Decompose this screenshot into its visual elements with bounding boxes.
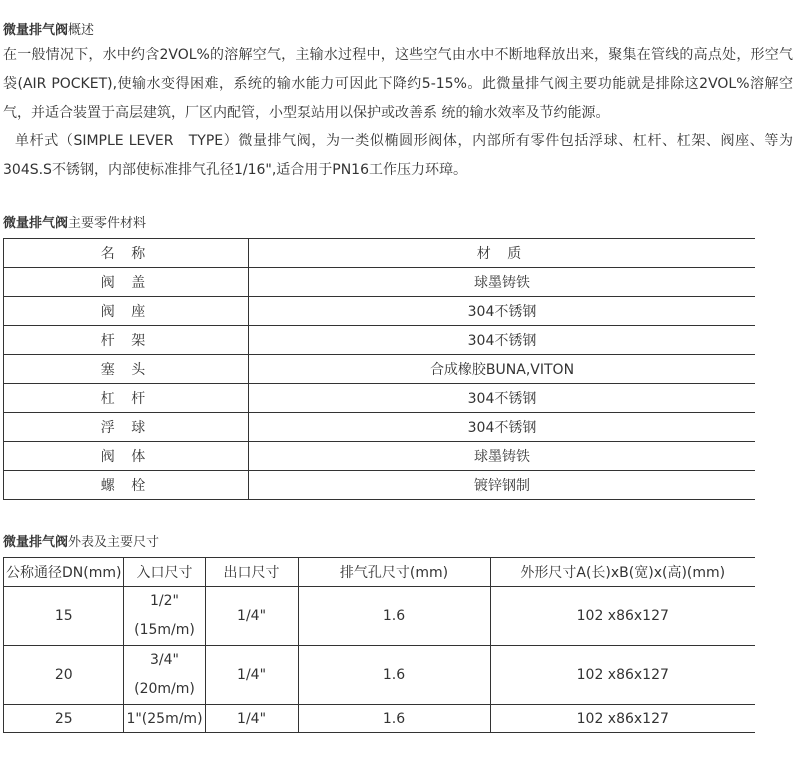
dims-cell: 102 x86x127 bbox=[490, 646, 755, 705]
table-row bbox=[4, 646, 756, 705]
inlet-cell bbox=[124, 587, 205, 646]
dimensions-table bbox=[3, 557, 755, 733]
dn-cell: 25 bbox=[4, 705, 124, 733]
dn-cell: 15 bbox=[4, 587, 124, 646]
column-header-inlet: 入口尺寸 bbox=[124, 558, 205, 587]
part-material: 304不锈钢 bbox=[249, 297, 756, 326]
dn-cell: 20 bbox=[4, 646, 124, 705]
column-header-dn: 公称通径DN(mm) bbox=[4, 558, 124, 587]
column-header-vent: 排气孔尺寸(mm) bbox=[298, 558, 490, 587]
overview-heading-bold: 微量排气阀 bbox=[3, 23, 69, 38]
dimensions-heading bbox=[3, 534, 159, 552]
part-name: 阀 体 bbox=[4, 442, 249, 471]
column-header-name: 名 称 bbox=[4, 239, 249, 268]
outlet-cell: 1/4" bbox=[205, 646, 298, 705]
overview-heading-rest: 概述 bbox=[68, 23, 95, 38]
overview-paragraph-2: 单杆式（SIMPLE LEVER TYPE）微量排气阀，为一类似椭圆形阀体，内部所有零件包括浮球、杠杆、杠架、阀座、等为304S.S不锈钢，内部使标准排气孔径1/16",适合用于PN16工作压力环璋。 bbox=[3, 133, 793, 178]
overview-heading bbox=[3, 22, 94, 40]
materials-table bbox=[3, 238, 755, 500]
table-row bbox=[4, 326, 756, 355]
table-row bbox=[4, 268, 756, 297]
dims-cell: 102 x86x127 bbox=[490, 587, 755, 646]
part-name: 杆 架 bbox=[4, 326, 249, 355]
vent-cell: 1.6 bbox=[298, 705, 490, 733]
overview-paragraph-1: 在一般情况下，水中约含2VOL%的溶解空气，主输水过程中，这些空气由水中不断地释放出来，聚集在管线的高点处，形空气袋(AIR POCKET),使输水变得困难，系统的输水能力可因此下降约5-15%。此微量排气阀主要功能就是排除这2VOL%溶解空气，并适合装置于高层建筑，厂区内配管，小型泵站用以保护或改善系 统的输水效率及节约能源。 bbox=[3, 47, 793, 121]
table-row bbox=[4, 471, 756, 500]
outlet-cell: 1/4" bbox=[205, 587, 298, 646]
table-row bbox=[4, 297, 756, 326]
part-material: 304不锈钢 bbox=[249, 413, 756, 442]
part-name: 螺 栓 bbox=[4, 471, 249, 500]
part-material: 球墨铸铁 bbox=[249, 268, 756, 297]
table-row bbox=[4, 705, 756, 733]
materials-heading-rest: 主要零件材料 bbox=[68, 216, 147, 231]
materials-heading-bold: 微量排气阀 bbox=[3, 216, 69, 231]
dims-cell: 102 x86x127 bbox=[490, 705, 755, 733]
table-row bbox=[4, 384, 756, 413]
table-row bbox=[4, 355, 756, 384]
part-name: 阀 盖 bbox=[4, 268, 249, 297]
inlet-size: 1/2" bbox=[150, 593, 179, 609]
materials-heading bbox=[3, 215, 146, 233]
inlet-size: 3/4" bbox=[150, 652, 179, 668]
part-material: 镀锌钢制 bbox=[249, 471, 756, 500]
part-name: 浮 球 bbox=[4, 413, 249, 442]
table-row bbox=[4, 413, 756, 442]
part-name: 阀 座 bbox=[4, 297, 249, 326]
part-material: 合成橡胶BUNA,VITON bbox=[249, 355, 756, 384]
inlet-cell bbox=[124, 646, 205, 705]
outlet-cell: 1/4" bbox=[205, 705, 298, 733]
column-header-outlet: 出口尺寸 bbox=[205, 558, 298, 587]
inlet-cell: 1"(25m/m) bbox=[124, 705, 205, 733]
vent-cell: 1.6 bbox=[298, 646, 490, 705]
dimensions-heading-rest: 外表及主要尺寸 bbox=[68, 535, 160, 550]
part-material: 304不锈钢 bbox=[249, 384, 756, 413]
dimensions-heading-bold: 微量排气阀 bbox=[3, 535, 69, 550]
inlet-size-mm: (15m/m) bbox=[134, 622, 195, 638]
inlet-size-mm: (20m/m) bbox=[134, 681, 195, 697]
part-name: 塞 头 bbox=[4, 355, 249, 384]
part-material: 球墨铸铁 bbox=[249, 442, 756, 471]
part-name: 杠 杆 bbox=[4, 384, 249, 413]
column-header-material: 材 质 bbox=[249, 239, 756, 268]
table-row bbox=[4, 587, 756, 646]
vent-cell: 1.6 bbox=[298, 587, 490, 646]
table-header-row bbox=[4, 239, 756, 268]
table-row bbox=[4, 442, 756, 471]
part-material: 304不锈钢 bbox=[249, 326, 756, 355]
table-header-row bbox=[4, 558, 756, 587]
column-header-dims: 外形尺寸A(长)xB(宽)x(高)(mm) bbox=[490, 558, 755, 587]
